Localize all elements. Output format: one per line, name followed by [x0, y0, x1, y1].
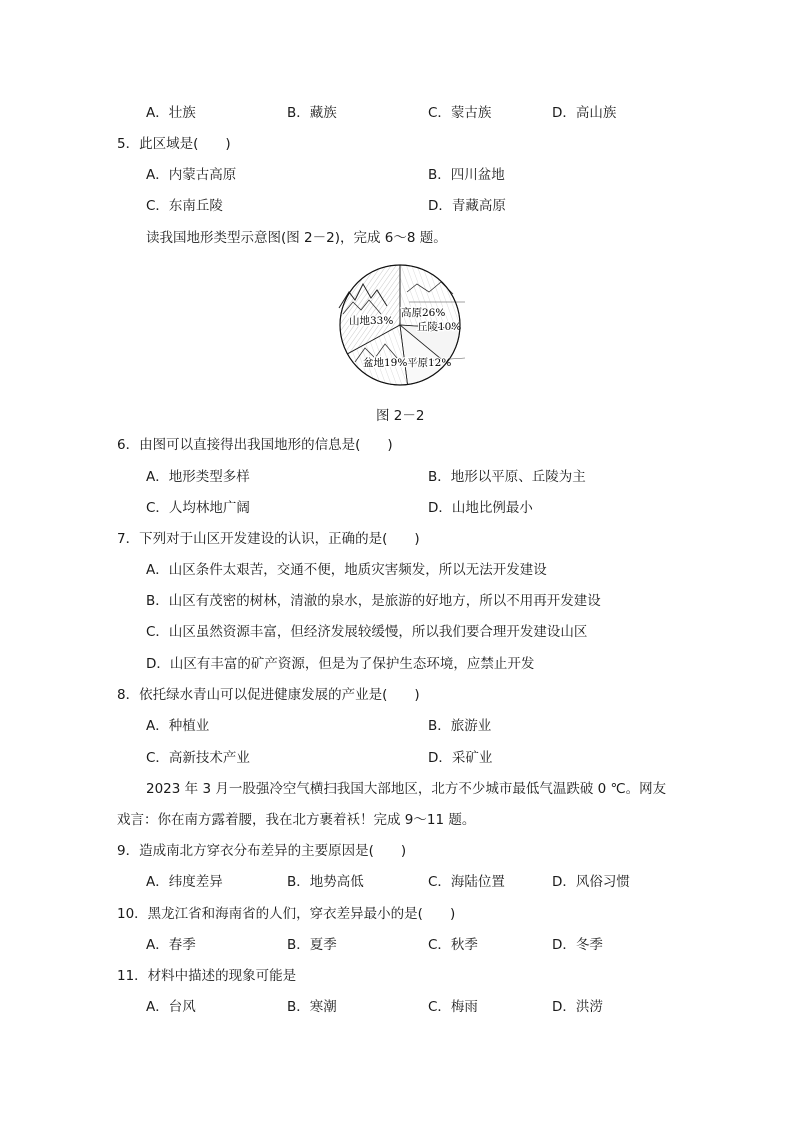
q6-option-c: C．人均林地广阔 [146, 500, 250, 516]
q10-option-d: D．冬季 [552, 937, 603, 953]
q6-option-b: B．地形以平原、丘陵为主 [428, 469, 586, 485]
pie-slice-高原 [400, 265, 460, 329]
q8-option-c: C．高新技术产业 [146, 750, 250, 766]
q11-option-b: B．寒潮 [287, 999, 337, 1015]
pie-label-高原: 高原26% [401, 307, 446, 319]
q5-stem: 5．此区域是( ) [117, 136, 231, 152]
q8-option-b: B．旅游业 [428, 718, 492, 734]
intro-9-11-line1: 2023 年 3 月一股强冷空气横扫我国大部地区，北方不少城市最低气温跌破 0 ℃。网友 [146, 781, 667, 797]
intro-9-11-line2: 戏言：你在南方露着腰，我在北方裹着袄！完成 9～11 题。 [117, 812, 476, 828]
pie-label-丘陵: 丘陵10% [417, 321, 462, 333]
q4-option-d: D．高山族 [552, 105, 617, 121]
q5-option-d: D．青藏高原 [428, 198, 506, 214]
q10-option-c: C．秋季 [428, 937, 478, 953]
q5-option-b: B．四川盆地 [428, 167, 505, 183]
q7-stem: 7．下列对于山区开发建设的认识，正确的是( ) [117, 531, 420, 547]
q9-option-b: B．地势高低 [287, 874, 364, 890]
q6-option-d: D．山地比例最小 [428, 500, 533, 516]
q8-option-d: D．采矿业 [428, 750, 493, 766]
q5-option-a: A．内蒙古高原 [146, 167, 237, 183]
q10-option-a: A．春季 [146, 937, 196, 953]
q7-option-b: B．山区有茂密的树林，清澈的泉水，是旅游的好地方，所以不用再开发建设 [146, 593, 601, 609]
intro-6-8: 读我国地形类型示意图(图 2－2)，完成 6～8 题。 [146, 230, 447, 246]
q11-option-d: D．洪涝 [552, 999, 603, 1015]
q4-option-a: A．壮族 [146, 105, 196, 121]
q9-stem: 9．造成南北方穿衣分布差异的主要原因是( ) [117, 843, 407, 859]
q4-option-b: B．藏族 [287, 105, 337, 121]
q6-stem: 6．由图可以直接得出我国地形的信息是( ) [117, 437, 393, 453]
pie-label-平原: 平原12% [407, 357, 452, 369]
pie-label-山地: 山地33% [349, 315, 394, 327]
q10-stem: 10．黑龙江省和海南省的人们，穿衣差异最小的是( ) [117, 906, 456, 922]
pie-label-盆地: 盆地19% [363, 357, 408, 369]
q9-option-a: A．纬度差异 [146, 874, 223, 890]
q7-option-a: A．山区条件太艰苦，交通不便，地质灾害频发，所以无法开发建设 [146, 562, 547, 578]
q9-option-d: D．风俗习惯 [552, 874, 630, 890]
q10-option-b: B．夏季 [287, 937, 337, 953]
q7-option-d: D．山区有丰富的矿产资源，但是为了保护生态环境，应禁止开发 [146, 656, 535, 672]
q11-stem: 11．材料中描述的现象可能是 [117, 968, 297, 984]
terrain-pie-chart [325, 262, 475, 388]
q11-option-c: C．梅雨 [428, 999, 478, 1015]
q11-option-a: A．台风 [146, 999, 196, 1015]
q5-option-c: C．东南丘陵 [146, 198, 223, 214]
q8-stem: 8．依托绿水青山可以促进健康发展的产业是( ) [117, 687, 420, 703]
q8-option-a: A．种植业 [146, 718, 210, 734]
figure-caption: 图 2－2 [376, 408, 425, 424]
q9-option-c: C．海陆位置 [428, 874, 505, 890]
q6-option-a: A．地形类型多样 [146, 469, 250, 485]
q4-option-c: C．蒙古族 [428, 105, 492, 121]
q7-option-c: C．山区虽然资源丰富，但经济发展较缓慢，所以我们要合理开发建设山区 [146, 624, 588, 640]
